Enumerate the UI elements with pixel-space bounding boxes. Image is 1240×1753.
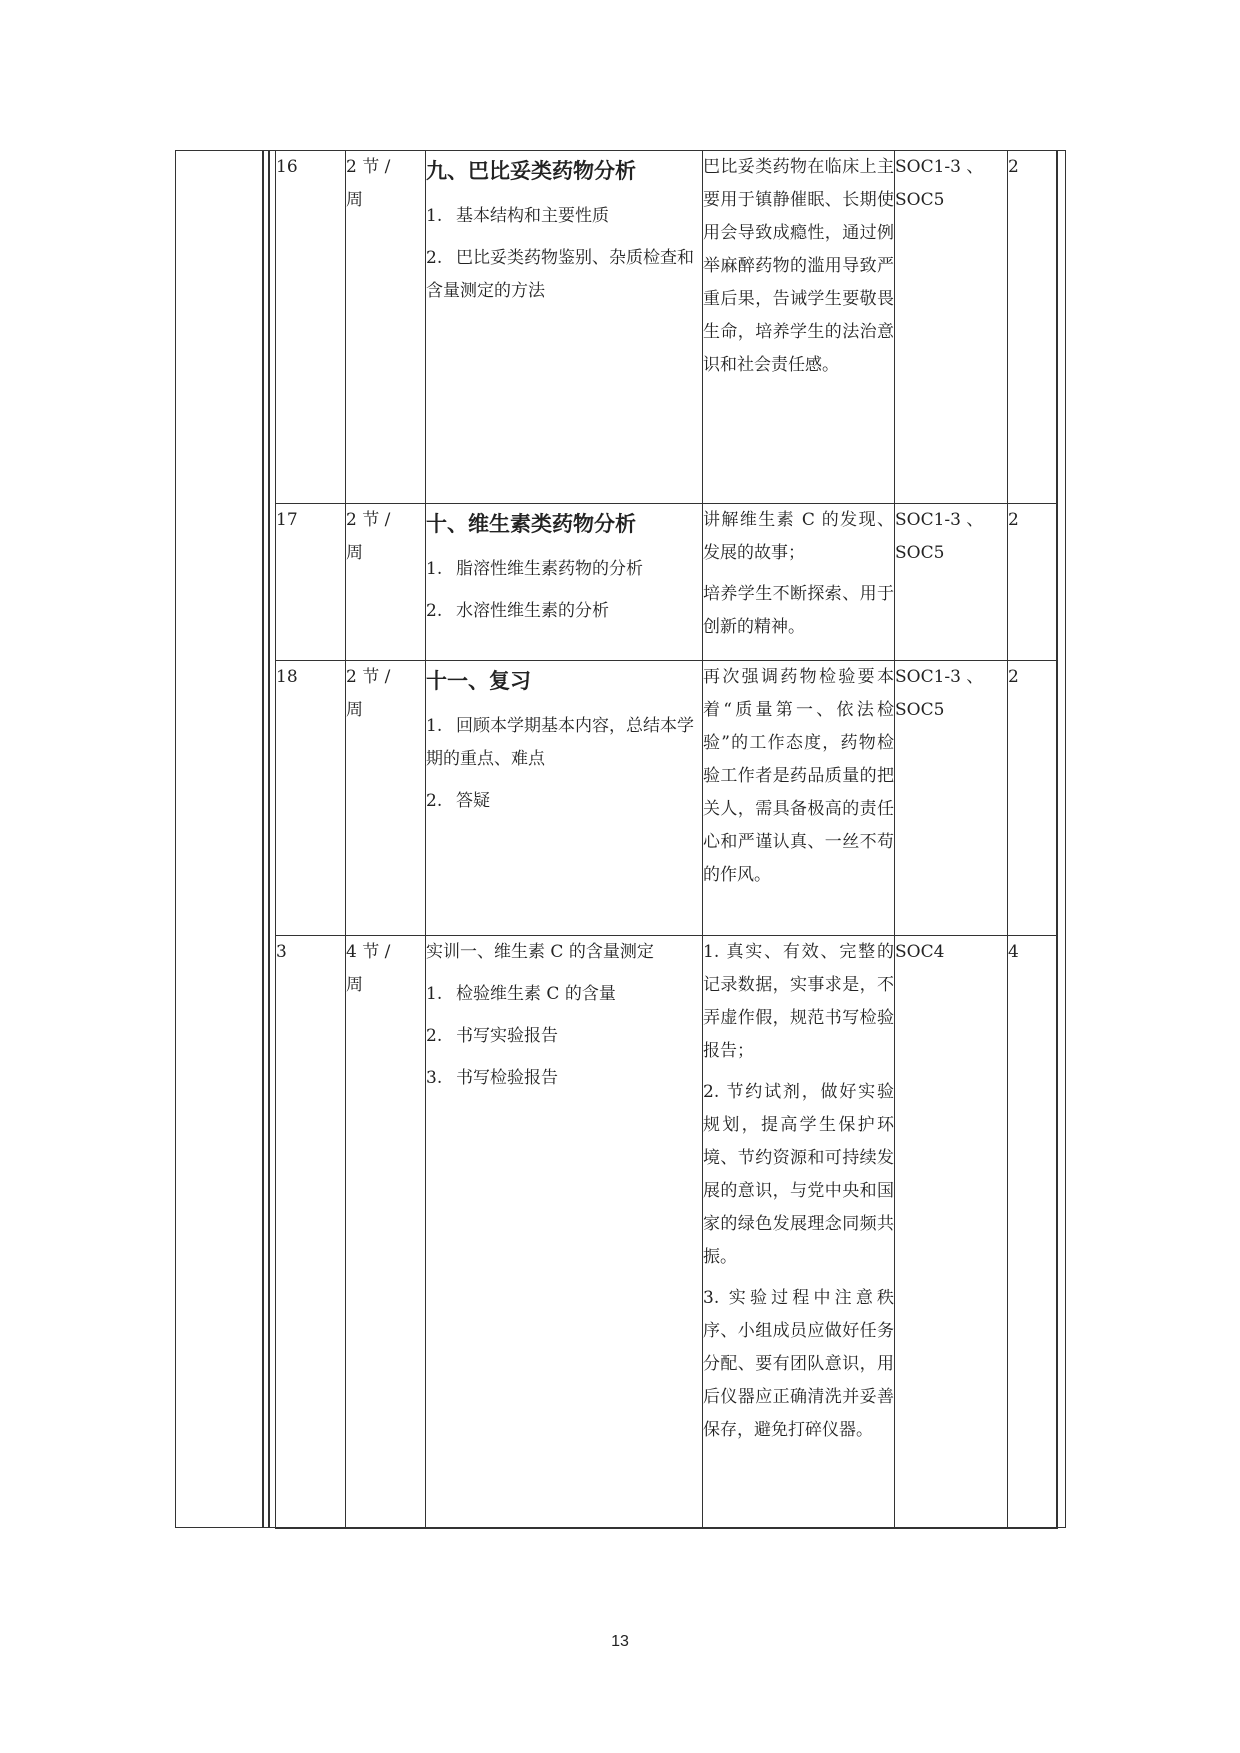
content-item: 2. 答疑 [426,791,490,811]
hours-cell [346,504,426,661]
hours-line: 周 [346,190,363,210]
content-item: 1. 基本结构和主要性质 [426,206,609,226]
hours-line: 周 [346,975,363,995]
hours-cell [346,936,426,1529]
goal-paragraph: 培养学生不断探索、用于创新的精神。 [703,584,894,637]
ideology-goal-cell [703,504,895,661]
hours-line: 4 节 / [346,942,391,962]
syllabus-table [275,150,1058,1529]
content-cell [426,504,703,661]
left-column-divider-2 [268,150,270,1528]
content-cell [426,661,703,936]
hours-line: 2 节 / [346,667,391,687]
table-row [276,151,1058,504]
week-cell: 3 [276,936,346,1529]
goal-paragraph: 1. 真实、有效、完整的记录数据，实事求是，不弄虚作假，规范书写检验报告； [703,942,894,1061]
credit-cell: 2 [1008,504,1058,661]
goal-paragraph: 再次强调药物检验要本着“质量第一、依法检验”的工作态度，药物检验工作者是药品质量的把关人，需具备极高的责任心和严谨认真、一丝不苟的作风。 [703,667,894,885]
soc-cell: SOC4 [895,936,1008,1529]
content-item: 3. 书写检验报告 [426,1068,558,1088]
content-item: 1. 脂溶性维生素药物的分析 [426,559,643,579]
credit-cell: 2 [1008,151,1058,504]
week-cell: 17 [276,504,346,661]
hours-cell [346,661,426,936]
hours-line: 2 节 / [346,510,391,530]
ideology-goal-cell [703,151,895,504]
content-item: 2. 巴比妥类药物鉴别、杂质检查和含量测定的方法 [426,248,694,301]
hours-cell [346,151,426,504]
table-row [276,504,1058,661]
chapter-title: 十一、复习 [426,669,531,693]
credit-cell: 4 [1008,936,1058,1529]
hours-line: 周 [346,543,363,563]
left-column-divider [262,150,264,1528]
page-number: 13 [611,1633,629,1650]
ideology-goal-cell [703,936,895,1529]
goal-paragraph: 巴比妥类药物在临床上主要用于镇静催眠、长期使用会导致成瘾性，通过例举麻醉药物的滥用导致严重后果，告诫学生要敬畏生命，培养学生的法治意识和社会责任感。 [703,157,894,375]
chapter-title: 十、维生素类药物分析 [426,512,636,536]
chapter-title: 九、巴比妥类药物分析 [426,159,636,183]
week-cell: 18 [276,661,346,936]
goal-paragraph: 3. 实验过程中注意秩序、小组成员应做好任务分配、要有团队意识，用后仪器应正确清洗并妥善保存，避免打碎仪器。 [703,1288,894,1440]
content-cell [426,151,703,504]
content-item: 1. 检验维生素 C 的含量 [426,984,616,1004]
soc-cell: SOC1-3 、SOC5 [895,661,1008,936]
ideology-goal-cell [703,661,895,936]
hours-line: 周 [346,700,363,720]
table-row [276,661,1058,936]
soc-cell: SOC1-3 、SOC5 [895,504,1008,661]
goal-paragraph: 2. 节约试剂，做好实验规划，提高学生保护环境、节约资源和可持续发展的意识，与党中央和国家的绿色发展理念同频共振。 [703,1082,894,1267]
week-cell: 16 [276,151,346,504]
content-item: 1. 回顾本学期基本内容，总结本学期的重点、难点 [426,716,694,769]
goal-paragraph: 讲解维生素 C 的发现、发展的故事； [703,510,894,563]
content-cell [426,936,703,1529]
credit-cell: 2 [1008,661,1058,936]
hours-line: 2 节 / [346,157,391,177]
content-item: 2. 书写实验报告 [426,1026,558,1046]
content-item: 2. 水溶性维生素的分析 [426,601,609,621]
soc-cell: SOC1-3 、SOC5 [895,151,1008,504]
training-title: 实训一、维生素 C 的含量测定 [426,942,654,962]
table-row [276,936,1058,1529]
